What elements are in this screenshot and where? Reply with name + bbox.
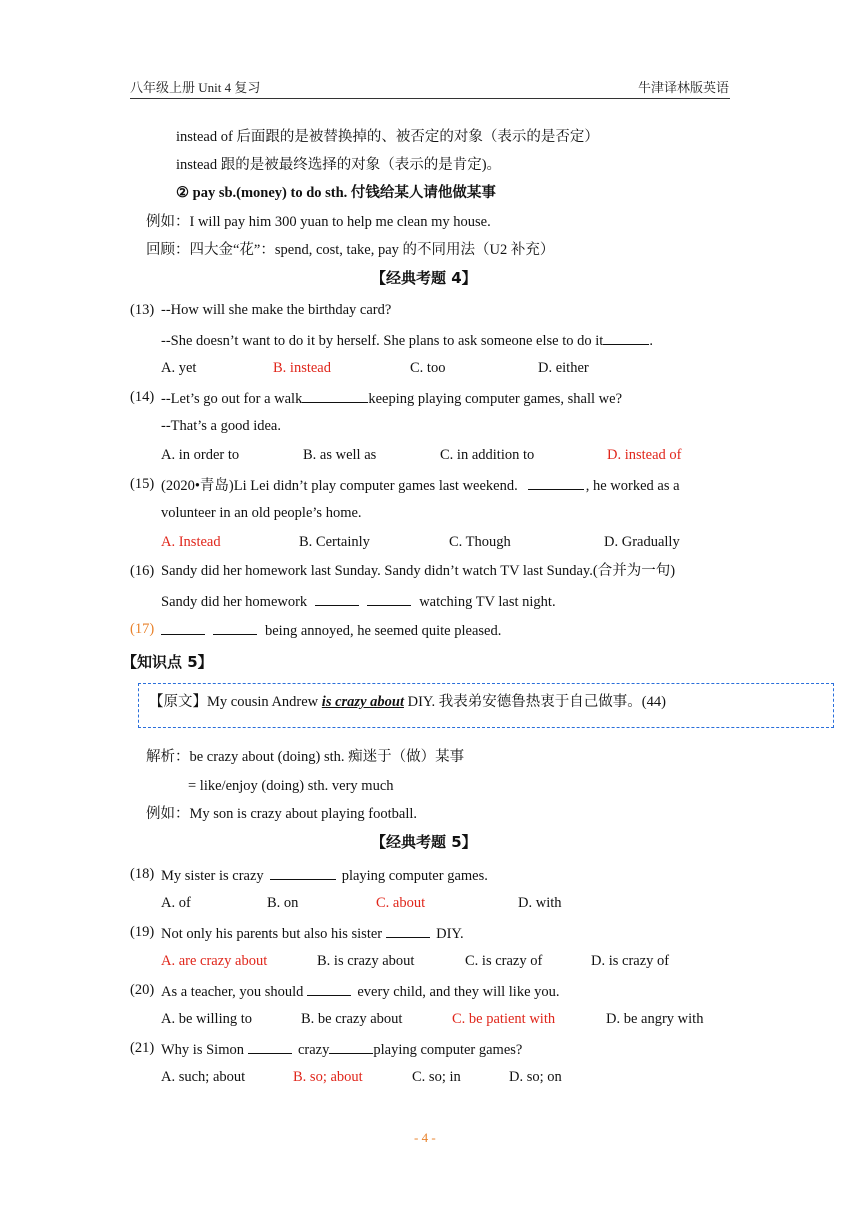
q15-option-d: D. Gradually	[604, 534, 680, 550]
review-note: 回顾：四大金“花”：spend, cost, take, pay 的不同用法（U2 补充）	[146, 242, 555, 258]
q16-blank-1	[315, 593, 359, 606]
q21-option-a: A. such; about	[161, 1069, 246, 1085]
page-number: - 4 -	[414, 1130, 436, 1145]
knowledge-point-5-title: 【知识点 5】	[122, 653, 213, 671]
analysis-example: 例如：My son is crazy about playing football.	[146, 806, 418, 822]
analysis-line-1: 解析：be crazy about (doing) sth. 痴迷于（做）某事	[146, 749, 465, 765]
q15-post: , he worked as a	[585, 478, 680, 494]
q16-blank-2	[367, 593, 411, 606]
q15-option-a-answer: A. Instead	[161, 534, 221, 550]
q13-option-c: C. too	[410, 360, 446, 376]
q19-blank	[386, 925, 430, 938]
q15-number: (15)	[130, 476, 155, 492]
q21-line	[161, 1041, 522, 1058]
q19-option-a-answer: A. are crazy about	[161, 953, 268, 969]
q20-option-d: D. be angry with	[606, 1011, 704, 1027]
q17-blank-2	[213, 622, 257, 635]
original-emphasis: is crazy about	[321, 694, 404, 710]
q21-option-d: D. so; on	[509, 1069, 562, 1085]
q14-number: (14)	[130, 389, 155, 405]
q15-option-b: B. Certainly	[299, 534, 370, 550]
section-title-exam5: 【经典考题 5】	[371, 833, 477, 851]
q20-number: (20)	[130, 982, 155, 998]
q19-line	[161, 925, 464, 942]
q20-option-c-answer: C. be patient with	[452, 1011, 556, 1027]
q14-option-c: C. in addition to	[440, 447, 535, 463]
q18-line	[161, 867, 488, 884]
q19-option-c: C. is crazy of	[465, 953, 543, 969]
q13-option-b-answer: B. instead	[273, 360, 331, 376]
q14-option-d-answer: D. instead of	[607, 447, 682, 463]
q16-post: watching TV last night.	[419, 594, 556, 610]
q17-blank-1	[161, 622, 205, 635]
example-pay: 例如：I will pay him 300 yuan to help me clean my house.	[146, 214, 491, 230]
q14-blank	[302, 390, 368, 403]
q21-post: playing computer games?	[373, 1042, 523, 1058]
analysis-line-2: = like/enjoy (doing) sth. very much	[188, 778, 394, 794]
q21-blank-1	[248, 1041, 292, 1054]
q16-pre: Sandy did her homework	[161, 594, 308, 610]
q17-number: (17)	[130, 621, 155, 637]
q18-blank	[270, 867, 336, 880]
q20-post: every child, and they will like you.	[357, 984, 560, 1000]
header-left: 八年级上册 Unit 4 复习	[130, 80, 261, 95]
q18-post: playing computer games.	[341, 868, 488, 884]
q21-option-c: C. so; in	[412, 1069, 461, 1085]
q16-number: (16)	[130, 563, 155, 579]
point-pay: ② pay sb.(money) to do sth. 付钱给某人请他做某事	[176, 185, 496, 201]
q18-option-b: B. on	[267, 895, 299, 911]
original-text	[149, 695, 666, 710]
q16-line-a: Sandy did her homework last Sunday. Sandy didn’t watch TV last Sunday.(合并为一句)	[161, 563, 676, 579]
original-pre: 【原文】My cousin Andrew	[149, 694, 322, 710]
q13-line-b	[161, 332, 653, 349]
q14-pre: --Let’s go out for a walk	[161, 391, 303, 407]
q21-option-b-answer: B. so; about	[293, 1069, 363, 1085]
q21-blank-2	[329, 1041, 373, 1054]
header-divider	[130, 98, 730, 99]
q19-number: (19)	[130, 924, 155, 940]
section-title-exam4: 【经典考题 4】	[371, 269, 477, 287]
q15-option-c: C. Though	[449, 534, 511, 550]
q21-mid: crazy	[297, 1042, 330, 1058]
q14-line-a	[161, 390, 622, 407]
q14-option-b: B. as well as	[303, 447, 377, 463]
q20-option-b: B. be crazy about	[301, 1011, 403, 1027]
q19-post: DIY.	[436, 926, 464, 942]
note-instead-of: instead of 后面跟的是被替换掉的、被否定的对象（表示的是否定）	[176, 129, 599, 145]
q20-option-a: A. be willing to	[161, 1011, 253, 1027]
q13-option-a: A. yet	[161, 360, 197, 376]
q20-pre: As a teacher, you should	[161, 984, 304, 1000]
note-instead: instead 跟的是被最终选择的对象（表示的是肯定)。	[176, 157, 502, 173]
q17-line	[161, 622, 501, 639]
q18-number: (18)	[130, 866, 155, 882]
q16-line-b	[161, 593, 556, 610]
q13-line-a: --How will she make the birthday card?	[161, 302, 392, 318]
q18-option-d: D. with	[518, 895, 562, 911]
header-right: 牛津译林版英语	[638, 80, 730, 95]
q14-line-b: --That’s a good idea.	[161, 418, 281, 434]
q15-blank	[528, 477, 584, 490]
q21-number: (21)	[130, 1040, 155, 1056]
q13-blank	[603, 332, 649, 345]
q14-option-a: A. in order to	[161, 447, 240, 463]
q14-post: keeping playing computer games, shall we?	[368, 391, 623, 407]
q18-pre: My sister is crazy	[161, 868, 264, 884]
q18-option-a: A. of	[161, 895, 191, 911]
q13-end: .	[649, 333, 653, 349]
q13-option-d: D. either	[538, 360, 589, 376]
q20-blank	[307, 983, 351, 996]
q15-pre: (2020•青岛)Li Lei didn’t play computer games last weekend.	[161, 478, 518, 494]
q13-number: (13)	[130, 302, 155, 318]
q15-line-a	[161, 477, 680, 494]
q18-option-c-answer: C. about	[376, 895, 426, 911]
original-post: DIY. 我表弟安德鲁热衷于自己做事。(44)	[403, 694, 666, 710]
q15-line-b: volunteer in an old people’s home.	[161, 505, 362, 521]
q13-text: --She doesn’t want to do it by herself. She plans to ask someone else to do it	[161, 333, 604, 349]
q19-pre: Not only his parents but also his sister	[161, 926, 383, 942]
q21-pre: Why is Simon	[161, 1042, 244, 1058]
q17-post: being annoyed, he seemed quite pleased.	[265, 623, 502, 639]
q20-line	[161, 983, 560, 1000]
q19-option-d: D. is crazy of	[591, 953, 670, 969]
q19-option-b: B. is crazy about	[317, 953, 415, 969]
